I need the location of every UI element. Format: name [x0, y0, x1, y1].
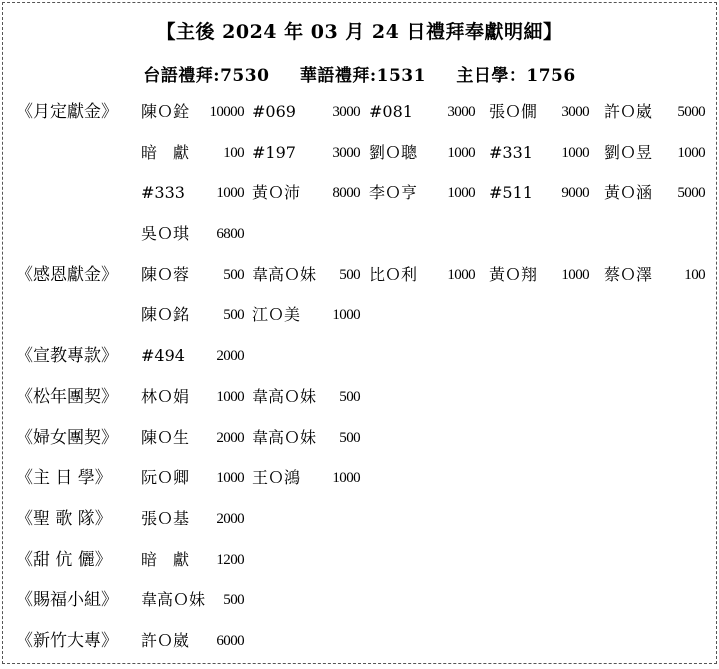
donation-amount: 1000	[332, 307, 360, 324]
offering-line	[3, 180, 716, 221]
donor-name: 李Ｏ亨	[369, 183, 418, 203]
donor-name: 蔡Ｏ澤	[604, 264, 653, 284]
donation-amount: 100	[684, 266, 705, 283]
category-label: 《甜 伉 儷》	[16, 549, 112, 570]
donation-amount: 5000	[677, 185, 705, 202]
donor-name: #511	[489, 183, 533, 203]
offering-line	[3, 140, 716, 181]
donor-name: 黃Ｏ涵	[604, 183, 653, 203]
donation-amount: 8000	[332, 185, 360, 202]
donation-amount: 500	[223, 592, 244, 609]
donor-name: 許Ｏ崴	[141, 630, 190, 650]
donor-name: 韋高Ｏ妹	[252, 427, 317, 447]
donor-name: 韋高Ｏ妹	[141, 590, 206, 610]
donation-amount: 1000	[677, 144, 705, 161]
donation-amount: 1000	[216, 185, 244, 202]
donor-name: 劉Ｏ聰	[369, 142, 418, 162]
donor-name: 暗 獻	[141, 549, 190, 569]
donor-name: 陳Ｏ蓉	[141, 264, 190, 284]
donor-name: 阮Ｏ卿	[141, 468, 190, 488]
donation-amount: 500	[223, 307, 244, 324]
donor-name: 吳Ｏ琪	[141, 224, 190, 244]
donation-amount: 3000	[561, 104, 589, 120]
donation-amount: 1000	[447, 144, 475, 161]
donation-amount: 1200	[216, 551, 244, 568]
donor-name: 黃Ｏ沛	[252, 183, 301, 203]
offering-line	[3, 99, 716, 140]
donation-amount: 500	[339, 388, 360, 405]
offering-list	[3, 99, 716, 669]
offering-line	[3, 628, 716, 669]
category-label: 《聖 歌 隊》	[16, 508, 112, 529]
donor-name: 韋高Ｏ妹	[252, 264, 317, 284]
attendance-summary	[3, 61, 716, 86]
donation-amount: 1000	[216, 470, 244, 487]
document-title: 【主後 2024 年 03 月 24 日禮拜奉獻明細】	[156, 21, 563, 43]
category-label: 《婦女團契》	[16, 427, 118, 448]
category-label: 《松年團契》	[16, 386, 118, 407]
category-label: 《感恩獻金》	[16, 264, 118, 285]
donation-amount: 9000	[561, 185, 589, 202]
donation-amount: 500	[339, 429, 360, 446]
donor-name: 張Ｏ基	[141, 508, 190, 528]
donation-amount: 1000	[447, 185, 475, 202]
offering-line	[3, 302, 716, 343]
donation-amount: 100	[223, 144, 244, 161]
donor-name: #494	[141, 346, 185, 366]
attendance-taiwanese: 台語禮拜:7530	[143, 66, 270, 86]
donor-name: 林Ｏ娟	[141, 386, 190, 406]
offering-line	[3, 506, 716, 547]
category-label: 《月定獻金》	[16, 102, 118, 122]
donor-name: #331	[489, 142, 533, 162]
donor-name: #081	[369, 102, 413, 121]
offering-line	[3, 384, 716, 425]
donation-amount: 1000	[216, 388, 244, 405]
offering-line	[3, 221, 716, 262]
donation-amount: 2000	[216, 510, 244, 527]
donation-amount: 3000	[332, 104, 360, 120]
donor-name: 劉Ｏ昱	[604, 142, 653, 162]
donation-amount: 6800	[216, 226, 244, 243]
donor-name: 暗 獻	[141, 142, 190, 162]
donor-name: 許Ｏ崴	[604, 102, 653, 121]
offering-line	[3, 547, 716, 588]
donor-name: 黃Ｏ翔	[489, 264, 538, 284]
donation-amount: 1000	[561, 144, 589, 161]
donation-amount: 3000	[447, 104, 475, 120]
donation-amount: 500	[339, 266, 360, 283]
donor-name: 比Ｏ利	[369, 264, 418, 284]
donation-amount: 5000	[677, 104, 705, 120]
category-label: 《主 日 學》	[16, 468, 112, 489]
attendance-sunday-school: 主日學：1756	[456, 66, 576, 86]
donor-name: #069	[252, 102, 296, 121]
donation-amount: 1000	[332, 470, 360, 487]
donation-amount: 6000	[216, 632, 244, 649]
donor-name: 陳Ｏ銓	[141, 102, 190, 121]
donation-amount: 2000	[216, 348, 244, 365]
donor-name: 韋高Ｏ妹	[252, 386, 317, 406]
category-label: 《賜福小組》	[16, 590, 118, 611]
offering-document	[2, 2, 717, 664]
donor-name: 陳Ｏ銘	[141, 305, 190, 325]
offering-line	[3, 587, 716, 628]
offering-line	[3, 465, 716, 506]
donation-amount: 2000	[216, 429, 244, 446]
donation-amount: 1000	[447, 266, 475, 283]
donor-name: 陳Ｏ生	[141, 427, 190, 447]
offering-line	[3, 425, 716, 466]
category-label: 《宣教專款》	[16, 346, 118, 367]
category-label: 《新竹大專》	[16, 630, 118, 651]
donation-amount: 3000	[332, 144, 360, 161]
donor-name: #333	[141, 183, 185, 203]
donor-name: 張Ｏ僩	[489, 102, 538, 121]
donation-amount: 1000	[561, 266, 589, 283]
donation-amount: 500	[223, 266, 244, 283]
donor-name: 王Ｏ鴻	[252, 468, 301, 488]
offering-line	[3, 262, 716, 303]
attendance-mandarin: 華語禮拜:1531	[299, 66, 426, 86]
donor-name: 江Ｏ美	[252, 305, 301, 325]
offering-line	[3, 343, 716, 384]
donation-amount: 10000	[209, 104, 244, 120]
donor-name: #197	[252, 142, 296, 162]
